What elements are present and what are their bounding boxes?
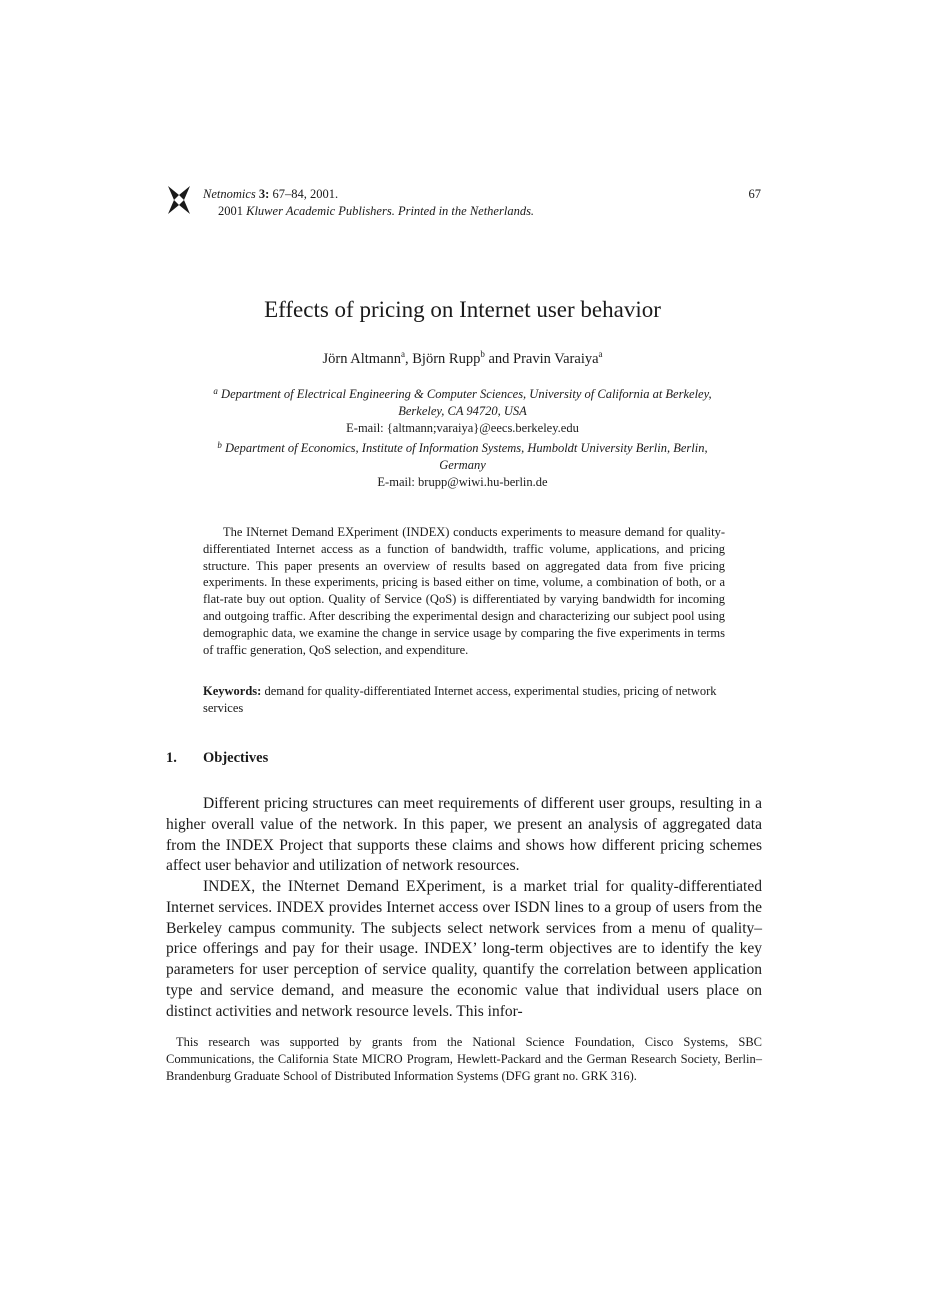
author-name: Björn Rupp xyxy=(412,350,481,367)
page-number: 67 xyxy=(748,187,761,201)
author-separator: , xyxy=(405,350,413,367)
publisher-line xyxy=(218,203,534,220)
affiliation-b: $^b$ Department of Economics, Institute of Information Systems, Humboldt University Berlin, Berlin, xyxy=(217,440,708,455)
keywords-label: Keywords: xyxy=(203,684,262,698)
affiliation-a: $^a$ Department of Electrical Engineering & Computer Sciences, University of California at Berkeley, xyxy=(213,386,712,401)
journal-name: Netnomics xyxy=(203,187,256,201)
author-affiliation-mark: b xyxy=(480,349,485,359)
author-affiliation-mark: a xyxy=(401,349,406,359)
paper-title: Effects of pricing on Internet user behavior xyxy=(264,297,661,322)
publisher-text: Kluwer Academic Publishers. Printed in the Netherlands. xyxy=(246,204,535,218)
affiliation-b-country: Germany xyxy=(439,458,486,472)
footnote: This research was supported by grants from the National Science Foundation, Cisco Systems, SBC Communications, the California State MICRO Program, Hewlett-Packard and the German Research Society, Berlin–Brandenburg Graduate School of Distributed Information Systems (DFG grant no. GRK 316). xyxy=(166,1035,762,1083)
section-number: 1. xyxy=(166,750,177,766)
keywords-text: demand for quality-differentiated Internet access, experimental studies, pricing of network services xyxy=(203,684,717,715)
affiliations xyxy=(160,383,765,491)
abstract: The INternet Demand EXperiment (INDEX) conducts experiments to measure demand for quality-differentiated Internet access as a function of bandwidth, traffic volume, applications, and pricing structure. This paper presents an overview of results based on aggregated data from five pricing experiments. In these experiments, pricing is based either on time, volume, a combination of both, or a flat-rate buy out option. Quality of Service (QoS) is differentiated by varying bandwidth for incoming and outgoing traffic. After describing the experimental design and characterizing our subject pool using demographic data, we examine the change in service usage by comparing the five experiments in terms of traffic generation, QoS selection, and expenditure. xyxy=(203,525,725,657)
body-paragraph: Different pricing structures can meet requirements of different user groups, resulting in a higher overall value of the network. In this paper, we present an analysis of aggregated data from the INDEX Project that supports these claims and shows how different pricing schemes affect user behavior and utilization of network resources. xyxy=(166,795,762,875)
publisher-logo-icon xyxy=(166,186,192,214)
journal-pages: 67–84, 2001. xyxy=(272,187,339,201)
affiliation-b-email: E-mail: brupp@wiwi.hu-berlin.de xyxy=(377,475,548,489)
author-separator: and xyxy=(484,350,514,367)
affiliation-mark: b xyxy=(217,440,222,450)
author-name: Jörn Altmann xyxy=(322,350,402,367)
author-list xyxy=(160,349,765,368)
affiliation-mark: a xyxy=(213,386,218,396)
affiliation-a-city: Berkeley, CA 94720, USA xyxy=(398,404,527,418)
author-affiliation-mark: a xyxy=(598,349,603,359)
journal-citation xyxy=(203,186,338,203)
section-title: Objectives xyxy=(203,750,269,766)
keywords xyxy=(203,683,725,717)
affiliation-a-email: E-mail: {altmann;varaiya}@eecs.berkeley.edu xyxy=(346,421,579,435)
section-heading xyxy=(166,750,268,767)
body-paragraph: INDEX, the INternet Demand EXperiment, is a market trial for quality-differentiated Internet services. INDEX provides Internet access over ISDN lines to a group of users from the Berkeley campus community. The subjects select network services from a menu of quality–price offerings and pay for their usage. INDEX’ long-term objectives are to identify the key parameters for user perception of service quality, quantify the correlation between application type and service demand, and measure the economic value that individual users place on distinct activities and network resource levels. This infor- xyxy=(166,878,762,1020)
author-name: Pravin Varaiya xyxy=(513,350,599,367)
copyright-year: 2001 xyxy=(218,204,243,218)
journal-volume: 3: xyxy=(258,187,270,201)
